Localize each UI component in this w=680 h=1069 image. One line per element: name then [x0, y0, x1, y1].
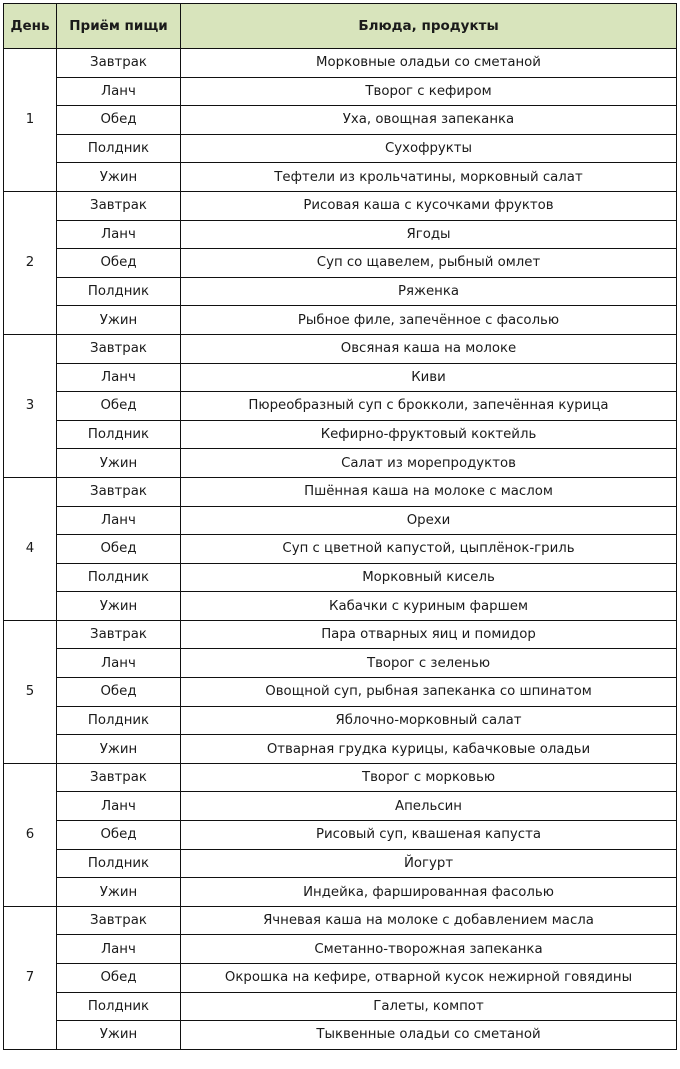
meal-cell: Завтрак [57, 49, 181, 78]
table-row [4, 334, 677, 363]
meal-cell: Завтрак [57, 763, 181, 792]
meal-cell: Полдник [57, 992, 181, 1021]
table-row [4, 106, 677, 135]
table-row [4, 906, 677, 935]
meal-cell: Ужин [57, 735, 181, 764]
table-row [4, 220, 677, 249]
table-header-row [4, 4, 677, 49]
dish-cell: Пюреобразный суп с брокколи, запечённая курица [181, 392, 677, 421]
table-row [4, 49, 677, 78]
dish-cell: Тефтели из крольчатины, морковный салат [181, 163, 677, 192]
dish-cell: Творог с кефиром [181, 77, 677, 106]
table-row [4, 592, 677, 621]
meal-cell: Полдник [57, 420, 181, 449]
dish-cell: Сметанно-творожная запеканка [181, 935, 677, 964]
dish-cell: Творог с морковью [181, 763, 677, 792]
meal-cell: Ланч [57, 77, 181, 106]
meal-cell: Ужин [57, 163, 181, 192]
table-row [4, 306, 677, 335]
day-number-cell: 4 [4, 477, 57, 620]
meal-cell: Ужин [57, 449, 181, 478]
meal-cell: Ланч [57, 506, 181, 535]
table-row [4, 878, 677, 907]
meal-cell: Полдник [57, 706, 181, 735]
dish-cell: Рыбное филе, запечённое с фасолью [181, 306, 677, 335]
dish-cell: Суп с цветной капустой, цыплёнок-гриль [181, 535, 677, 564]
dish-cell: Овсяная каша на молоке [181, 334, 677, 363]
table-row [4, 649, 677, 678]
table-row [4, 363, 677, 392]
meal-cell: Ужин [57, 306, 181, 335]
meal-cell: Обед [57, 964, 181, 993]
meal-cell: Завтрак [57, 191, 181, 220]
table-row [4, 77, 677, 106]
table-row [4, 792, 677, 821]
header-meal: Приём пищи [57, 4, 181, 49]
dish-cell: Индейка, фаршированная фасолью [181, 878, 677, 907]
table-row [4, 935, 677, 964]
table-row [4, 134, 677, 163]
dish-cell: Тыквенные оладьи со сметаной [181, 1021, 677, 1050]
dish-cell: Отварная грудка курицы, кабачковые оладьи [181, 735, 677, 764]
dish-cell: Овощной суп, рыбная запеканка со шпинатом [181, 678, 677, 707]
dish-cell: Сухофрукты [181, 134, 677, 163]
dish-cell: Орехи [181, 506, 677, 535]
table-row [4, 563, 677, 592]
dish-cell: Пшённая каша на молоке с маслом [181, 477, 677, 506]
meal-cell: Ужин [57, 1021, 181, 1050]
dish-cell: Окрошка на кефире, отварной кусок нежирной говядины [181, 964, 677, 993]
table-body [4, 49, 677, 1050]
dish-cell: Галеты, компот [181, 992, 677, 1021]
table-row [4, 964, 677, 993]
table-row [4, 992, 677, 1021]
meal-cell: Ланч [57, 649, 181, 678]
table-row [4, 706, 677, 735]
dish-cell: Уха, овощная запеканка [181, 106, 677, 135]
meal-cell: Завтрак [57, 906, 181, 935]
meal-cell: Завтрак [57, 620, 181, 649]
table-row [4, 763, 677, 792]
dish-cell: Пара отварных яиц и помидор [181, 620, 677, 649]
meal-cell: Ланч [57, 220, 181, 249]
header-dishes: Блюда, продукты [181, 4, 677, 49]
dish-cell: Йогурт [181, 849, 677, 878]
dish-cell: Рисовая каша с кусочками фруктов [181, 191, 677, 220]
table-row [4, 277, 677, 306]
dish-cell: Морковный кисель [181, 563, 677, 592]
dish-cell: Киви [181, 363, 677, 392]
meal-cell: Завтрак [57, 477, 181, 506]
dish-cell: Кабачки с куриным фаршем [181, 592, 677, 621]
meal-cell: Ланч [57, 935, 181, 964]
day-number-cell: 2 [4, 191, 57, 334]
dish-cell: Творог с зеленью [181, 649, 677, 678]
dish-cell: Кефирно-фруктовый коктейль [181, 420, 677, 449]
day-number-cell: 3 [4, 334, 57, 477]
table-row [4, 535, 677, 564]
table-row [4, 678, 677, 707]
meal-cell: Полдник [57, 849, 181, 878]
dish-cell: Яблочно-морковный салат [181, 706, 677, 735]
day-number-cell: 7 [4, 906, 57, 1049]
table-row [4, 1021, 677, 1050]
meal-cell: Полдник [57, 277, 181, 306]
meal-cell: Полдник [57, 134, 181, 163]
table-row [4, 249, 677, 278]
meal-cell: Обед [57, 106, 181, 135]
header-day: День [4, 4, 57, 49]
table-row [4, 849, 677, 878]
meal-cell: Ужин [57, 592, 181, 621]
meal-cell: Обед [57, 535, 181, 564]
dish-cell: Морковные оладьи со сметаной [181, 49, 677, 78]
dish-cell: Рисовый суп, квашеная капуста [181, 821, 677, 850]
dish-cell: Ряженка [181, 277, 677, 306]
table-row [4, 420, 677, 449]
table-row [4, 620, 677, 649]
meal-cell: Обед [57, 678, 181, 707]
table-row [4, 163, 677, 192]
meal-cell: Ланч [57, 363, 181, 392]
day-number-cell: 6 [4, 763, 57, 906]
table-row [4, 449, 677, 478]
dish-cell: Салат из морепродуктов [181, 449, 677, 478]
dish-cell: Ячневая каша на молоке с добавлением масла [181, 906, 677, 935]
dish-cell: Суп со щавелем, рыбный омлет [181, 249, 677, 278]
meal-cell: Ланч [57, 792, 181, 821]
day-number-cell: 1 [4, 49, 57, 192]
table-row [4, 392, 677, 421]
table-row [4, 735, 677, 764]
meal-cell: Полдник [57, 563, 181, 592]
dish-cell: Ягоды [181, 220, 677, 249]
meal-cell: Ужин [57, 878, 181, 907]
table-row [4, 191, 677, 220]
table-row [4, 821, 677, 850]
meal-cell: Обед [57, 821, 181, 850]
meal-cell: Обед [57, 392, 181, 421]
table-row [4, 477, 677, 506]
dish-cell: Апельсин [181, 792, 677, 821]
weekly-menu-table [3, 3, 677, 1050]
table-row [4, 506, 677, 535]
day-number-cell: 5 [4, 620, 57, 763]
meal-cell: Обед [57, 249, 181, 278]
meal-cell: Завтрак [57, 334, 181, 363]
